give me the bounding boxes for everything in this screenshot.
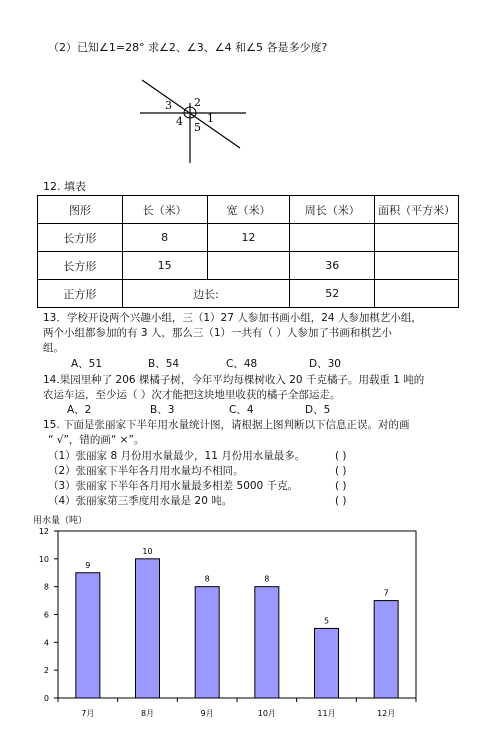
y-tick-label: 8: [43, 582, 49, 592]
q13-line2: 两个小组都参加的有 3 人，那么三（1）一共有（ ）人参加了书画和棋艺小: [43, 327, 392, 339]
table-row: [38, 224, 459, 252]
angle-label-4: 4: [176, 115, 183, 128]
y-axis-label: 用水量（吨）: [33, 516, 88, 526]
data-label: 7: [383, 588, 389, 598]
y-tick-label: 2: [43, 666, 49, 676]
table-cell: 长方形: [38, 224, 123, 252]
table-cell: 长方形: [38, 252, 123, 280]
q13-line3: 组。: [43, 342, 64, 354]
x-tick-label: 12月: [377, 709, 396, 718]
q14-option-b: B、3: [150, 404, 175, 416]
q14-line1: 14.果园里种了 206 棵橘子树，今年平均每棵树收入 20 千克橘子。用载重 1 吨的: [43, 374, 425, 386]
q13-option-c: C、48: [226, 358, 258, 370]
bar: [195, 587, 219, 698]
table-header-row: [38, 196, 459, 224]
x-tick-label: 8月: [140, 709, 155, 718]
q14-option-d: D、5: [305, 404, 331, 416]
bar: [255, 587, 279, 698]
table-header-cell: 宽（米）: [207, 196, 290, 224]
q15-line1: 15. 下面是张丽家下半年用水量统计图，请根据上图判断以下信息正误。对的画: [43, 419, 410, 431]
q13-option-a: A、51: [71, 358, 103, 370]
table-header-cell: 面积（平方米）: [375, 196, 459, 224]
q13-line1: 13．学校开设两个兴趣小组，三（1）27 人参加书画小组，24 人参加棋艺小组，: [43, 312, 422, 324]
data-label: 10: [142, 546, 153, 556]
x-tick-label: 10月: [257, 709, 276, 718]
angle-label-3: 3: [165, 99, 172, 112]
angle-diagram: [0, 0, 502, 200]
table-cell: 52: [290, 280, 375, 308]
y-tick-label: 10: [38, 554, 49, 564]
q13-option-b: B、54: [148, 358, 180, 370]
table-header-cell: 长（米）: [122, 196, 207, 224]
x-tick-label: 7月: [81, 709, 95, 718]
table-row: [38, 252, 459, 280]
table-row: [38, 280, 459, 308]
table-cell: [375, 224, 459, 252]
q14-option-c: C、4: [229, 404, 254, 416]
fill-table: [37, 195, 459, 308]
table-cell: [207, 252, 290, 280]
table-cell: [290, 224, 375, 252]
water-usage-bar-chart: [0, 510, 502, 731]
table-cell: 12: [207, 224, 290, 252]
y-tick-label: 0: [43, 694, 49, 703]
answer-blank-4[interactable]: ( ): [335, 495, 347, 507]
q15-item-1: （1）张丽家 8 月份用水量最少，11 月份用水量最多。: [48, 450, 306, 462]
angle-label-2: 2: [194, 96, 201, 109]
table-cell: 36: [290, 252, 375, 280]
angle-label-5: 5: [194, 121, 201, 134]
q15-item-3: （3）张丽家下半年各月用水量最多相差 5000 千克。: [48, 480, 299, 492]
table-cell: [375, 252, 459, 280]
q12-title: 12. 填表: [43, 180, 86, 193]
table-cell: 8: [122, 224, 207, 252]
y-tick-label: 6: [43, 610, 49, 620]
x-tick-label: 11月: [317, 709, 336, 718]
table-cell: [375, 280, 459, 308]
plot-frame: [58, 531, 416, 698]
bar: [76, 573, 100, 698]
answer-blank-2[interactable]: ( ): [335, 465, 347, 477]
table-cell-side-length: 边长:: [122, 280, 290, 308]
q14-option-a: A、2: [67, 404, 92, 416]
y-tick-label: 4: [43, 638, 49, 648]
bar: [315, 628, 339, 698]
q14-line2: 农运车运，至少运（ ）次才能把这块地里收获的橘子全部运走。: [43, 389, 341, 401]
data-label: 9: [85, 560, 91, 570]
bar: [374, 601, 398, 698]
answer-blank-1[interactable]: ( ): [335, 450, 347, 462]
data-label: 5: [323, 616, 330, 626]
data-label: 8: [264, 574, 270, 584]
table-cell: 15: [122, 252, 207, 280]
q15-item-4: （4）张丽家第三季度用水量是 20 吨。: [48, 495, 233, 507]
data-label: 8: [204, 574, 210, 584]
q15-line2: “ √”，错的画“ ×”。: [48, 434, 145, 446]
table-cell: 正方形: [38, 280, 123, 308]
angle-label-1: 1: [207, 112, 214, 125]
q13-option-d: D、30: [309, 358, 341, 370]
x-tick-label: 9月: [200, 709, 214, 718]
bar: [136, 559, 160, 698]
answer-blank-3[interactable]: ( ): [335, 480, 347, 492]
table-header-cell: 图形: [38, 196, 123, 224]
y-tick-label: 12: [38, 527, 49, 536]
q2-text: （2）已知∠1=28° 求∠2、∠3、∠4 和∠5 各是多少度?: [48, 41, 328, 54]
q15-item-2: （2）张丽家下半年各月用水量均不相同。: [48, 465, 244, 477]
table-header-cell: 周长（米）: [290, 196, 375, 224]
